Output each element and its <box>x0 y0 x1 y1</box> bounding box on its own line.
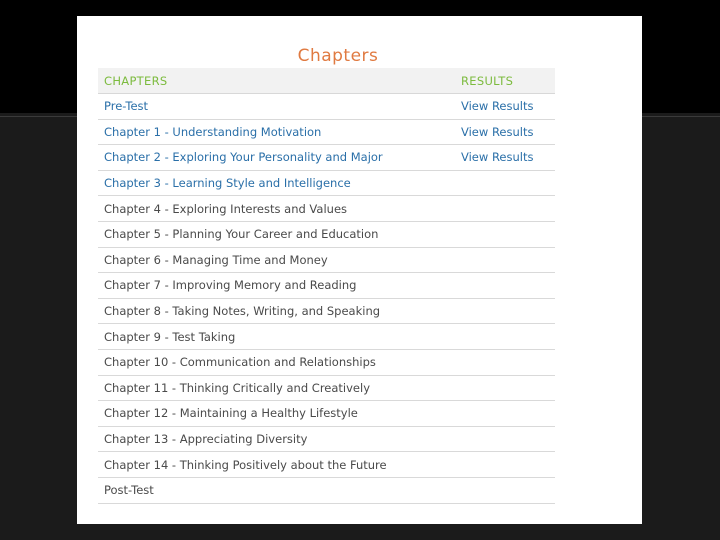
table-row <box>98 401 555 427</box>
chapter-link[interactable]: Chapter 1 - Understanding Motivation <box>104 124 322 139</box>
view-results-link[interactable]: View Results <box>461 150 534 165</box>
table-row <box>98 273 555 299</box>
chapter-label: Chapter 12 - Maintaining a Healthy Lifestyle <box>104 406 358 421</box>
chapters-table <box>98 68 555 504</box>
view-results-link[interactable]: View Results <box>461 99 534 114</box>
chapter-label: Chapter 6 - Managing Time and Money <box>104 252 328 267</box>
chapter-label: Chapter 9 - Test Taking <box>104 329 236 344</box>
chapter-label: Chapter 8 - Taking Notes, Writing, and Speaking <box>104 304 381 319</box>
chapter-label: Chapter 11 - Thinking Critically and Creatively <box>104 380 371 395</box>
table-row <box>98 120 555 146</box>
table-row <box>98 452 555 478</box>
table-row <box>98 478 555 504</box>
chapter-label: Chapter 13 - Appreciating Diversity <box>104 432 308 447</box>
chapter-link[interactable]: Chapter 2 - Exploring Your Personality and Major <box>104 150 383 165</box>
table-row <box>98 196 555 222</box>
table-row <box>98 350 555 376</box>
table-row <box>98 94 555 120</box>
chapter-label: Chapter 5 - Planning Your Career and Education <box>104 227 379 242</box>
table-row <box>98 171 555 197</box>
chapter-label: Chapter 4 - Exploring Interests and Values <box>104 201 348 216</box>
table-row <box>98 324 555 350</box>
page-title: Chapters <box>297 46 379 66</box>
chapter-label: Chapter 10 - Communication and Relationships <box>104 355 376 370</box>
view-results-link[interactable]: View Results <box>461 124 534 139</box>
column-header-results: RESULTS <box>461 73 514 88</box>
chapter-link[interactable]: Chapter 3 - Learning Style and Intelligence <box>104 176 351 191</box>
table-row <box>98 145 555 171</box>
table-body <box>98 94 555 504</box>
chapters-panel <box>77 16 642 524</box>
chapter-link[interactable]: Pre-Test <box>104 99 149 114</box>
table-row <box>98 376 555 402</box>
table-header-row <box>98 68 555 94</box>
table-row <box>98 248 555 274</box>
table-row <box>98 222 555 248</box>
chapter-label: Chapter 7 - Improving Memory and Reading <box>104 278 357 293</box>
column-header-chapters: CHAPTERS <box>104 73 168 88</box>
chapter-label: Post-Test <box>104 483 154 498</box>
table-row <box>98 299 555 325</box>
table-row <box>98 427 555 453</box>
chapter-label: Chapter 14 - Thinking Positively about the Future <box>104 457 387 472</box>
